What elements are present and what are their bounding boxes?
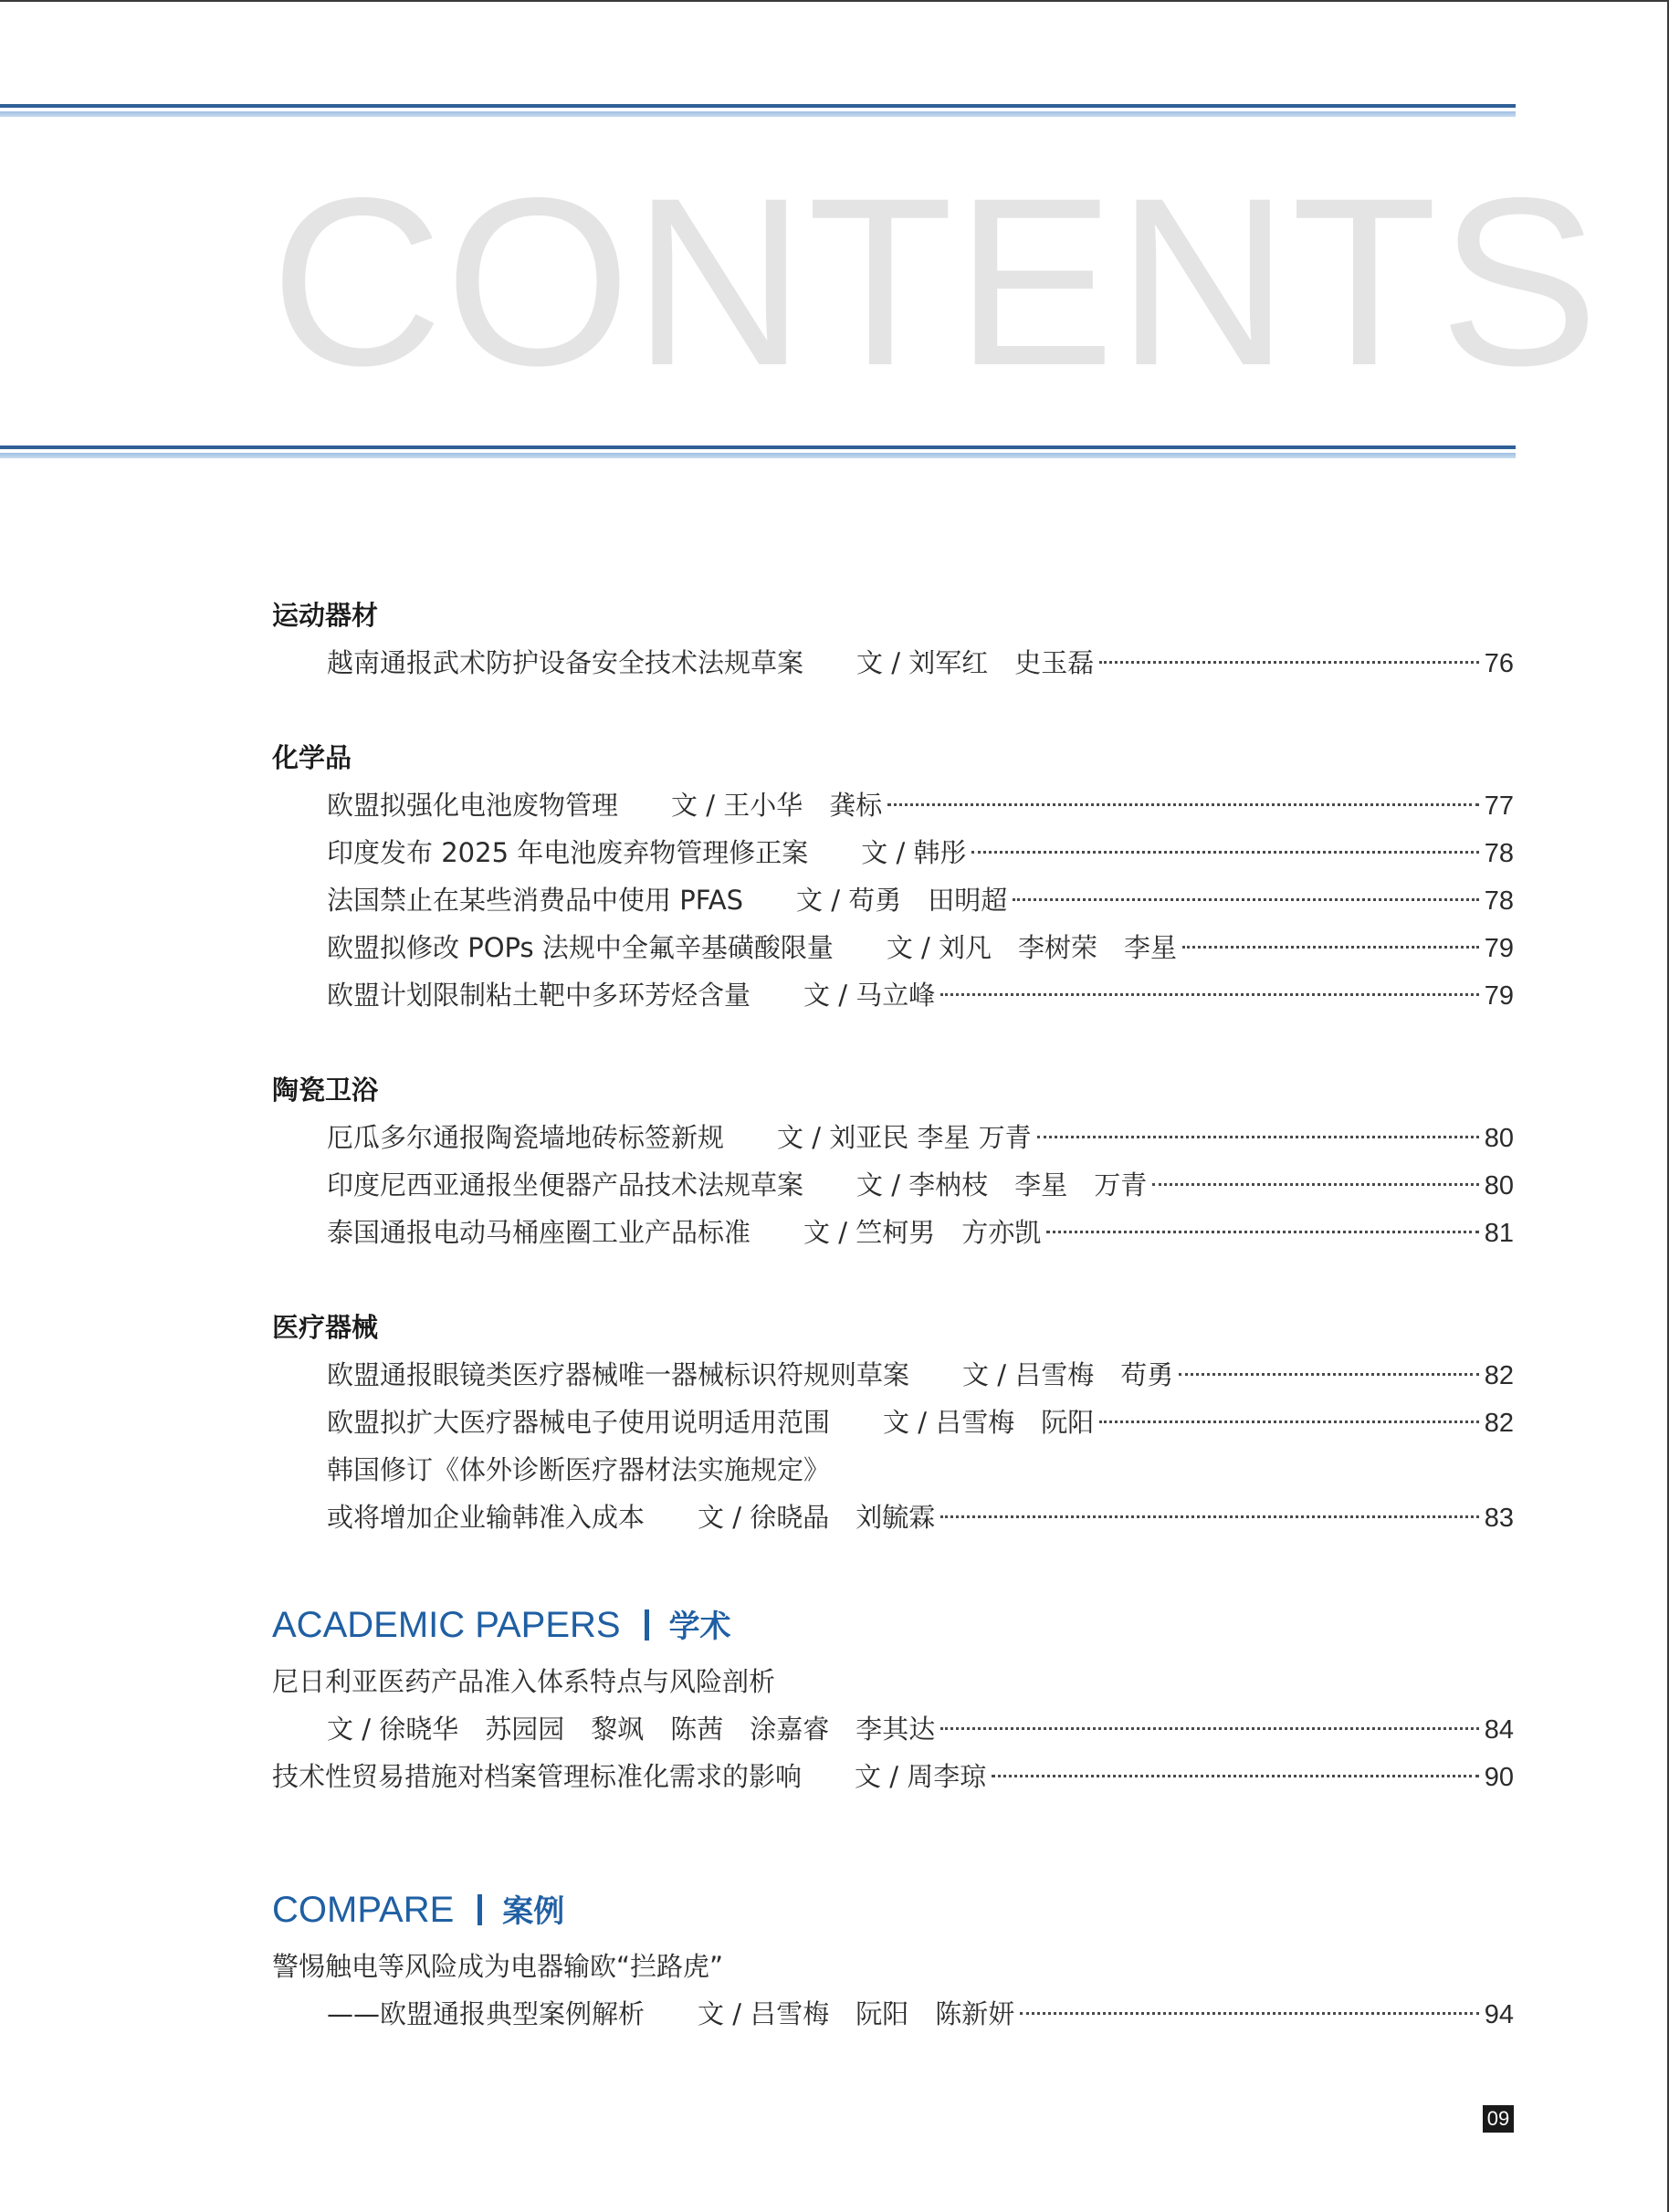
toc-entry[interactable] — [272, 781, 1514, 829]
leader-dots — [1182, 946, 1479, 949]
entry-title: 厄瓜多尔通报陶瓷墙地砖标签新规 — [327, 1122, 725, 1153]
leader-dots — [1037, 1136, 1479, 1138]
entry-page: 82 — [1484, 1361, 1514, 1390]
entry-page: 82 — [1484, 1409, 1514, 1438]
heading-zh: 学术 — [668, 1609, 731, 1645]
entry-page: 84 — [1484, 1715, 1514, 1745]
entry-author: 文 / 韩彤 — [861, 837, 967, 868]
toc-entry[interactable] — [272, 1399, 1514, 1446]
entry-page: 78 — [1484, 886, 1514, 916]
entry-author: 文 / 刘凡 李树荣 李星 — [886, 932, 1178, 963]
heading-divider — [645, 1609, 649, 1641]
entry-page: 83 — [1484, 1504, 1514, 1533]
entry-author: 文 / 吕雪梅 苟勇 — [962, 1359, 1174, 1390]
entry-page: 94 — [1484, 2000, 1514, 2029]
toc-entry[interactable] — [272, 1990, 1514, 2038]
entry-title-line1[interactable]: 尼日利亚医药产品准入体系特点与风险剖析 — [272, 1666, 776, 1697]
leader-dots — [1013, 898, 1479, 901]
entry-page: 80 — [1484, 1171, 1514, 1200]
leader-dots — [940, 1727, 1479, 1730]
entry-title: 印度尼西亚通报坐便器产品技术法规草案 — [327, 1169, 804, 1200]
entry-title: 欧盟拟修改 POPs 法规中全氟辛基磺酸限量 — [327, 932, 834, 963]
entry-title-line1[interactable]: 韩国修订《体外诊断医疗器材法实施规定》 — [327, 1454, 831, 1485]
entry-author: 文 / 李枘枝 李星 万青 — [856, 1169, 1148, 1200]
page-border-top — [0, 0, 1669, 2]
entry-author: 文 / 吕雪梅 阮阳 — [883, 1407, 1095, 1438]
toc-entry[interactable] — [272, 1705, 1514, 1753]
entry-author: 文 / 徐晓华 苏园园 黎飒 陈茜 涂嘉睿 李其达 — [327, 1714, 936, 1745]
bottom-rule — [0, 446, 1516, 458]
section-heading: 化学品 — [272, 742, 352, 773]
entry-author: 文 / 苟勇 田明超 — [795, 885, 1008, 916]
entry-author: 文 / 刘军红 史玉磊 — [856, 647, 1095, 678]
entry-author: 文 / 刘亚民 李星 万青 — [777, 1122, 1032, 1153]
entry-title: 法国禁止在某些消费品中使用 PFAS — [327, 885, 743, 916]
entry-page: 81 — [1484, 1219, 1514, 1248]
toc-entry[interactable] — [272, 876, 1514, 924]
leader-dots — [940, 1515, 1479, 1518]
entry-author: 文 / 徐晓晶 刘毓霖 — [698, 1502, 936, 1533]
entry-page: 77 — [1484, 791, 1514, 821]
section-heading: 运动器材 — [272, 600, 379, 631]
table-of-contents — [272, 592, 1514, 2038]
entry-title: 印度发布 2025 年电池废弃物管理修正案 — [327, 837, 809, 868]
entry-page: 79 — [1484, 934, 1514, 963]
leader-dots — [1046, 1231, 1479, 1233]
entry-title: ——欧盟通报典型案例解析 — [327, 1998, 646, 2029]
entry-title: 欧盟通报眼镜类医疗器械唯一器械标识符规则草案 — [327, 1359, 910, 1390]
academic-heading — [272, 1599, 1514, 1651]
section-academic-papers — [272, 1599, 1514, 1800]
toc-entry[interactable] — [272, 1753, 1514, 1800]
entry-author: 文 / 马立峰 — [803, 980, 936, 1011]
section-compare — [272, 1884, 1514, 2038]
section-sports-equipment — [272, 592, 1514, 687]
entry-page: 76 — [1484, 649, 1514, 678]
entry-author: 文 / 吕雪梅 阮阳 陈新妍 — [698, 1998, 1015, 2029]
leader-dots — [1099, 1421, 1479, 1423]
heading-divider — [478, 1894, 482, 1925]
contents-title: CONTENTS — [270, 148, 1601, 415]
toc-entry[interactable] — [272, 1114, 1514, 1161]
toc-entry[interactable] — [272, 924, 1514, 971]
entry-author: 文 / 王小华 龚标 — [671, 790, 883, 821]
leader-dots — [940, 993, 1479, 996]
entry-author: 文 / 竺柯男 方亦凯 — [803, 1217, 1042, 1248]
entry-page: 78 — [1484, 839, 1514, 868]
toc-entry[interactable] — [272, 1351, 1514, 1399]
page-number: 09 — [1483, 2105, 1514, 2133]
entry-title-line1[interactable]: 警惕触电等风险成为电器输欧“拦路虎” — [272, 1951, 724, 1982]
section-chemicals — [272, 734, 1514, 1019]
section-heading: 陶瓷卫浴 — [272, 1075, 379, 1106]
entry-title: 技术性贸易措施对档案管理标准化需求的影响 — [272, 1761, 803, 1792]
entry-title: 越南通报武术防护设备安全技术法规草案 — [327, 647, 804, 678]
leader-dots — [1020, 2012, 1479, 2015]
toc-entry[interactable] — [272, 829, 1514, 876]
toc-entry[interactable] — [272, 639, 1514, 687]
heading-zh: 案例 — [502, 1893, 565, 1930]
leader-dots — [1099, 661, 1479, 664]
leader-dots — [1179, 1373, 1479, 1376]
leader-dots — [1152, 1183, 1479, 1186]
entry-page: 79 — [1484, 981, 1514, 1011]
heading-en: ACADEMIC PAPERS — [272, 1605, 621, 1645]
section-heading: 医疗器械 — [272, 1312, 379, 1343]
toc-entry[interactable] — [272, 1161, 1514, 1209]
leader-dots — [971, 851, 1478, 854]
toc-entry[interactable] — [272, 1209, 1514, 1256]
entry-title: 欧盟拟强化电池废物管理 — [327, 790, 619, 821]
leader-dots — [887, 803, 1479, 806]
top-rule — [0, 104, 1516, 117]
entry-title: 欧盟计划限制粘土靶中多环芳烃含量 — [327, 980, 751, 1011]
entry-title: 或将增加企业输韩准入成本 — [327, 1502, 646, 1533]
section-ceramics-sanitary — [272, 1066, 1514, 1256]
toc-entry[interactable] — [272, 1494, 1514, 1541]
entry-title: 泰国通报电动马桶座圈工业产品标准 — [327, 1217, 751, 1248]
entry-page: 90 — [1484, 1763, 1514, 1792]
section-medical-devices — [272, 1304, 1514, 1541]
toc-entry[interactable] — [272, 971, 1514, 1019]
entry-page: 80 — [1484, 1124, 1514, 1153]
entry-title: 欧盟拟扩大医疗器械电子使用说明适用范围 — [327, 1407, 831, 1438]
leader-dots — [992, 1775, 1479, 1777]
entry-author: 文 / 周李琼 — [855, 1761, 987, 1792]
compare-heading — [272, 1884, 1514, 1935]
heading-en: COMPARE — [272, 1890, 455, 1930]
